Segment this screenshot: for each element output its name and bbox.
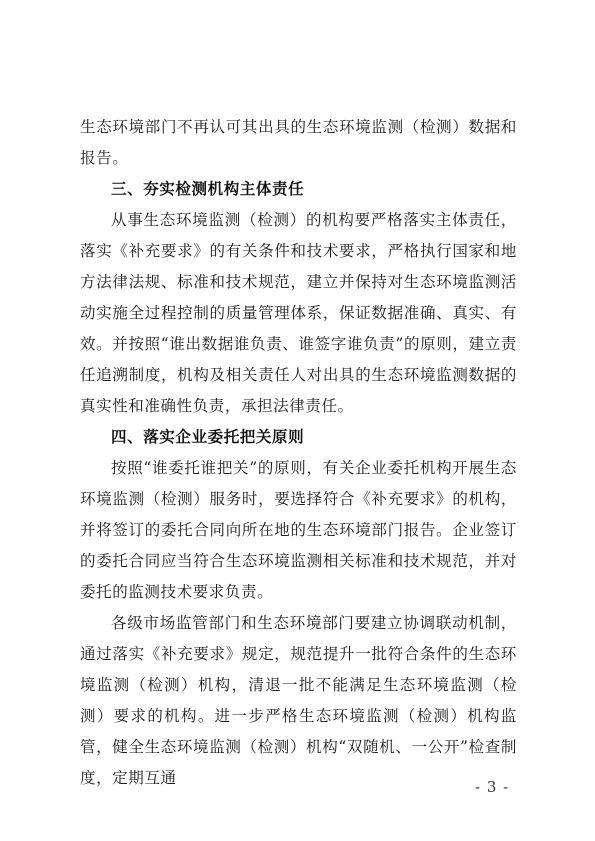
section-4-paragraph-2: 各级市场监管部门和生态环境部门要建立协调联动机制，通过落实《补充要求》规定，规范提升一批符合条件的生态环境监测（检测）机构，清退一批不能满足生态环境监测（检测）要求的机构。进一步严格生态环境监测（检测）机构监管，健全生态环境监测（检测）机构“双随机、一公开”检查制度，定期互通 [80,614,517,787]
document-body [80,112,517,794]
page-number: - 3 - [475,778,510,796]
section-heading-3: 三、夯实检测机构主体责任 [111,180,305,198]
section-4-paragraph-1: 按照“谁委托谁把关”的原则，有关企业委托机构开展生态环境监测（检测）服务时，要选择符合《补充要求》的机构，并将签订的委托合同向所在地的生态环境部门报告。企业签订的委托合同应当符合生态环境监测相关标准和技术规范，并对委托的监测技术要求负责。 [80,459,517,601]
section-3-paragraph: 从事生态环境监测（检测）的机构要严格落实主体责任，落实《补充要求》的有关条件和技术要求，严格执行国家和地方法律法规、标准和技术规范，建立并保持对生态环境监测活动实施全过程控制的质量管理体系，保证数据准确、真实、有效。并按照“谁出数据谁负责、谁签字谁负责”的原则，建立责任追溯制度，机构及相关责任人对出具的生态环境监测数据的真实性和准确性负责，承担法律责任。 [80,211,517,415]
section-heading-4: 四、落实企业委托把关原则 [111,428,305,446]
paragraph-continuation: 生态环境部门不再认可其出具的生态环境监测（检测）数据和报告。 [80,118,517,167]
